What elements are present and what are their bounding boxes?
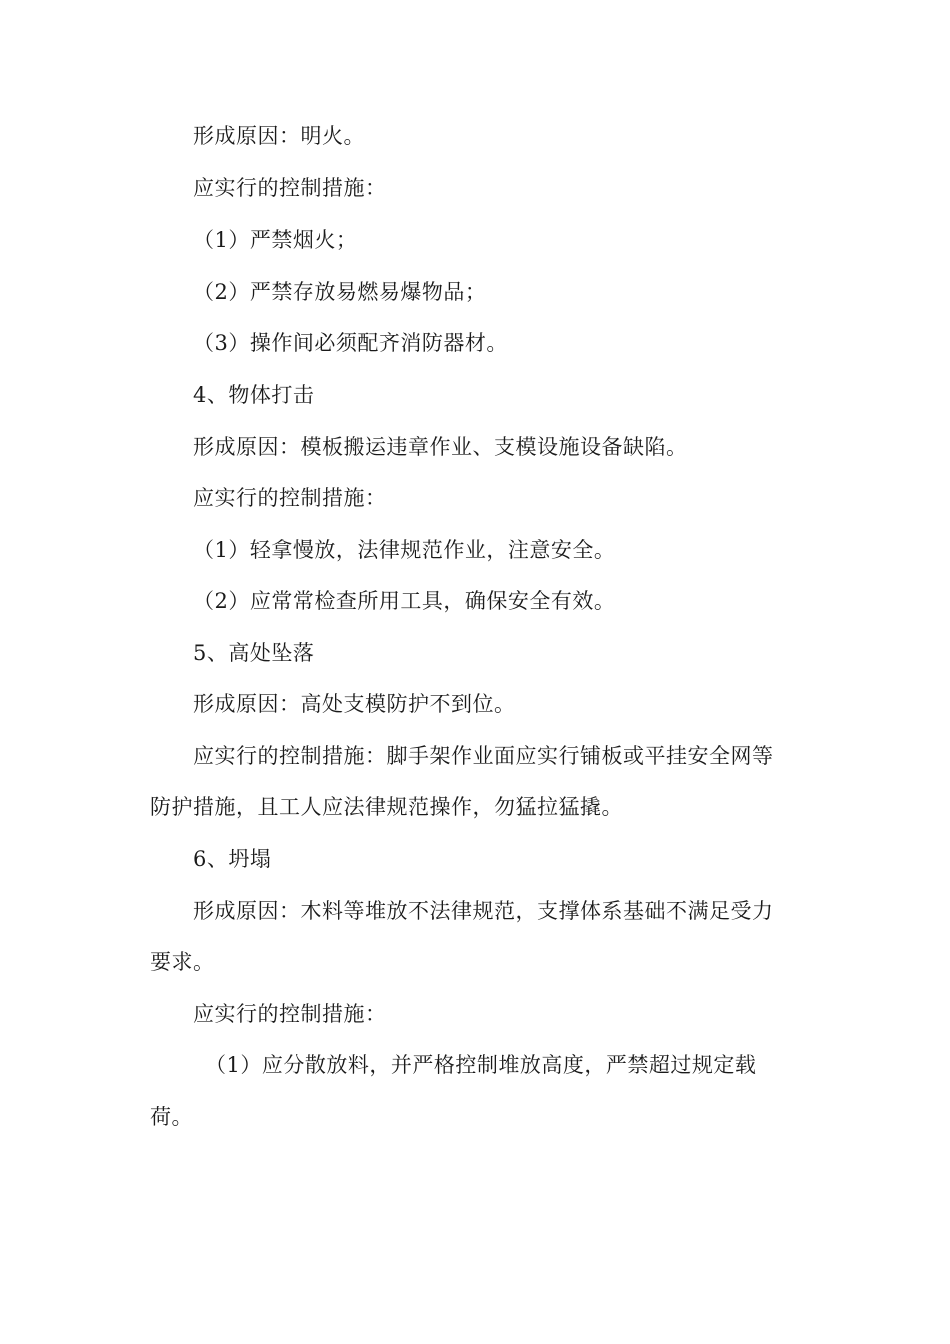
cause-line-fire: 形成原因：明火。: [193, 124, 365, 148]
cause-paragraph-continued: 要求。: [150, 950, 215, 974]
cause-paragraph: 形成原因：木料等堆放不法律规范，支撑体系基础不满足受力: [193, 899, 774, 923]
control-measures-heading: 应实行的控制措施：: [193, 1002, 387, 1026]
cause-line: 形成原因：模板搬运违章作业、支模设施设备缺陷。: [193, 435, 688, 459]
measure-item-continued: 荷。: [150, 1105, 193, 1129]
measure-item: （2）应常常检查所用工具，确保安全有效。: [193, 589, 616, 613]
section-heading-fall: 5、高处坠落: [193, 641, 315, 665]
measure-item: （3）操作间必须配齐消防器材。: [193, 331, 508, 355]
measure-item: （1）严禁烟火；: [193, 228, 358, 252]
measure-item: （2）严禁存放易燃易爆物品；: [193, 280, 487, 304]
section-heading-collapse: 6、坍塌: [193, 847, 272, 871]
control-measures-heading: 应实行的控制措施：: [193, 176, 387, 200]
control-measures-heading: 应实行的控制措施：: [193, 486, 387, 510]
control-measures-paragraph: 应实行的控制措施：脚手架作业面应实行铺板或平挂安全网等: [193, 744, 774, 768]
measure-item: （1）轻拿慢放，法律规范作业，注意安全。: [193, 538, 616, 562]
section-heading-object-strike: 4、物体打击: [193, 383, 315, 407]
cause-line: 形成原因：高处支模防护不到位。: [193, 692, 516, 716]
control-measures-paragraph-continued: 防护措施，且工人应法律规范操作，勿猛拉猛撬。: [150, 795, 623, 819]
measure-item: （1）应分散放料，并严格控制堆放高度，严禁超过规定载: [205, 1053, 757, 1077]
